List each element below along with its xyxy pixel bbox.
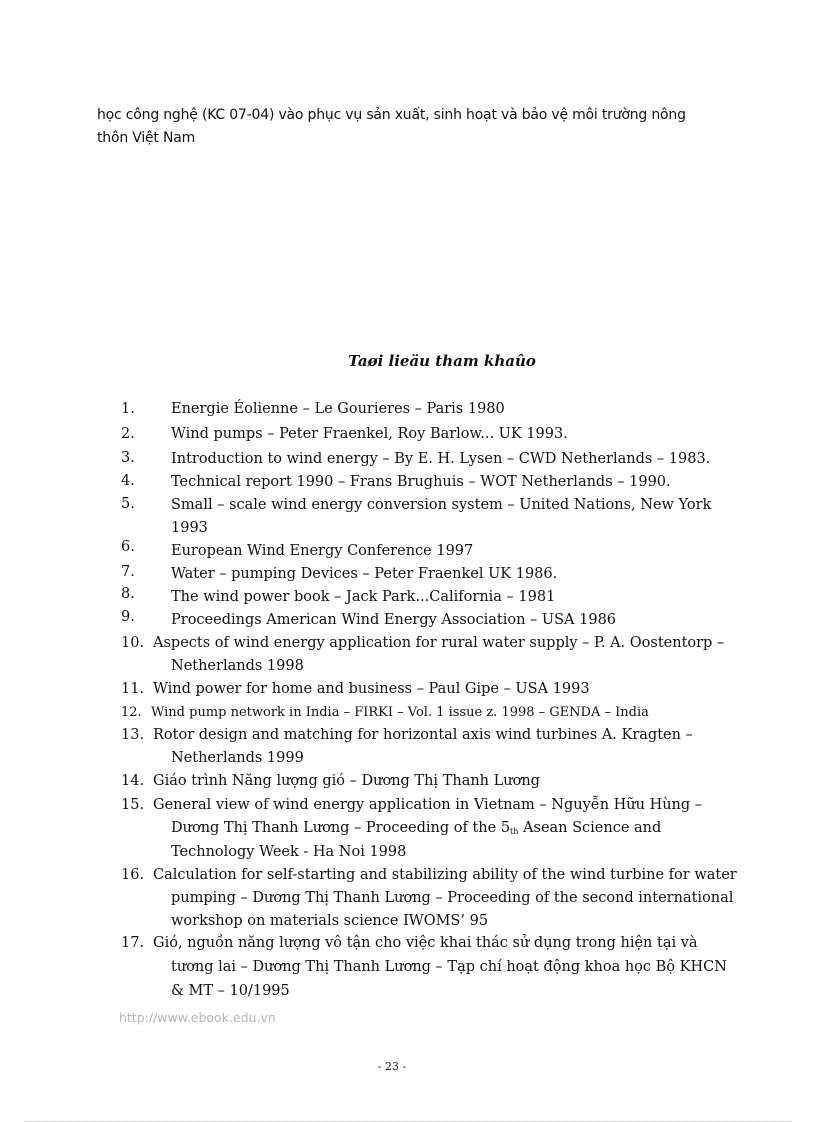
reference-text: European Wind Energy Conference 1997 [171, 543, 474, 559]
reference-text: Proceedings American Wind Energy Association – USA 1986 [171, 612, 617, 628]
reference-text-tail: Asean Science and [518, 820, 662, 836]
reference-text: Netherlands 1999 [171, 750, 304, 766]
reference-text: Introduction to wind energy – By E. H. Lysen – CWD Netherlands – 1983. [171, 451, 711, 467]
reference-text: Small – scale wind energy conversion system – United Nations, New York [171, 497, 712, 513]
reference-text: Giáo trình Năng lượng gió – Dương Thị Thanh Lương [153, 773, 540, 789]
footer-divider [24, 1121, 792, 1122]
reference-number: 16. [121, 867, 145, 883]
reference-text: Rotor design and matching for horizontal axis wind turbines A. Kragten – [153, 727, 693, 743]
reference-number: 1. [121, 401, 135, 417]
reference-text: pumping – Dương Thị Thanh Lương – Proceeding of the second international [171, 890, 734, 906]
reference-number: 7. [121, 564, 135, 580]
reference-number: 9. [121, 609, 135, 625]
superscript-th: th [510, 827, 519, 836]
reference-text: Technical report 1990 – Frans Brughuis – WOT Netherlands – 1990. [171, 474, 671, 490]
reference-number: 10. [121, 635, 145, 651]
reference-number: 15. [121, 797, 145, 813]
reference-number: 17. [121, 935, 145, 951]
reference-text: Energie Éolienne – Le Gourieres – Paris 1980 [171, 401, 505, 417]
reference-text: Dương Thị Thanh Lương – Proceeding of the 5 [171, 820, 511, 836]
reference-number: 11. [121, 681, 145, 697]
reference-text: Wind power for home and business – Paul Gipe – USA 1993 [153, 681, 590, 697]
reference-number: 13. [121, 727, 145, 743]
reference-text: workshop on materials science IWOMS’ 95 [171, 913, 489, 929]
reference-text: Aspects of wind energy application for rural water supply – P. A. Oostentorp – [153, 635, 725, 651]
reference-text: Gió, nguồn năng lượng vô tận cho việc khai thác sử dụng trong hiện tại và [153, 935, 698, 951]
reference-number: 5. [121, 496, 135, 512]
website-watermark: http://www.ebook.edu.vn [119, 1010, 276, 1025]
reference-text: Calculation for self-starting and stabilizing ability of the wind turbine for water [153, 867, 737, 883]
reference-text: 1993 [171, 520, 208, 536]
reference-text-line [171, 820, 661, 836]
reference-text: Netherlands 1998 [171, 658, 304, 674]
reference-text: Technology Week - Ha Noi 1998 [171, 844, 407, 860]
reference-number: 4. [121, 473, 135, 489]
reference-text: Water – pumping Devices – Peter Fraenkel UK 1986. [171, 566, 558, 582]
reference-number: 6. [121, 539, 135, 555]
reference-text: The wind power book – Jack Park...California – 1981 [171, 589, 556, 605]
reference-text: General view of wind energy application in Vietnam – Nguyễn Hữu Hùng – [153, 797, 703, 813]
intro-line: học công nghệ (KC 07-04) vào phục vụ sản xuất, sinh hoạt và bảo vệ môi trường nông [97, 107, 686, 123]
reference-number: 14. [121, 773, 145, 789]
reference-text: & MT – 10/1995 [171, 983, 290, 999]
reference-number: 3. [121, 450, 135, 466]
page-number: - 23 - [377, 1060, 407, 1073]
reference-text: Wind pumps – Peter Fraenkel, Roy Barlow... UK 1993. [171, 426, 568, 442]
reference-text: Wind pump network in India – FIRKI – Vol. 1 issue z. 1998 – GENDA – India [151, 705, 649, 720]
reference-number: 12. [121, 705, 142, 720]
reference-text: tương lai – Dương Thị Thanh Lương – Tạp chí hoạt động khoa học Bộ KHCN [171, 959, 727, 975]
reference-number: 2. [121, 426, 135, 442]
references-heading: Taøi lieäu tham khaûo [348, 352, 536, 370]
reference-number: 8. [121, 586, 135, 602]
intro-line: thôn Việt Nam [97, 130, 196, 146]
